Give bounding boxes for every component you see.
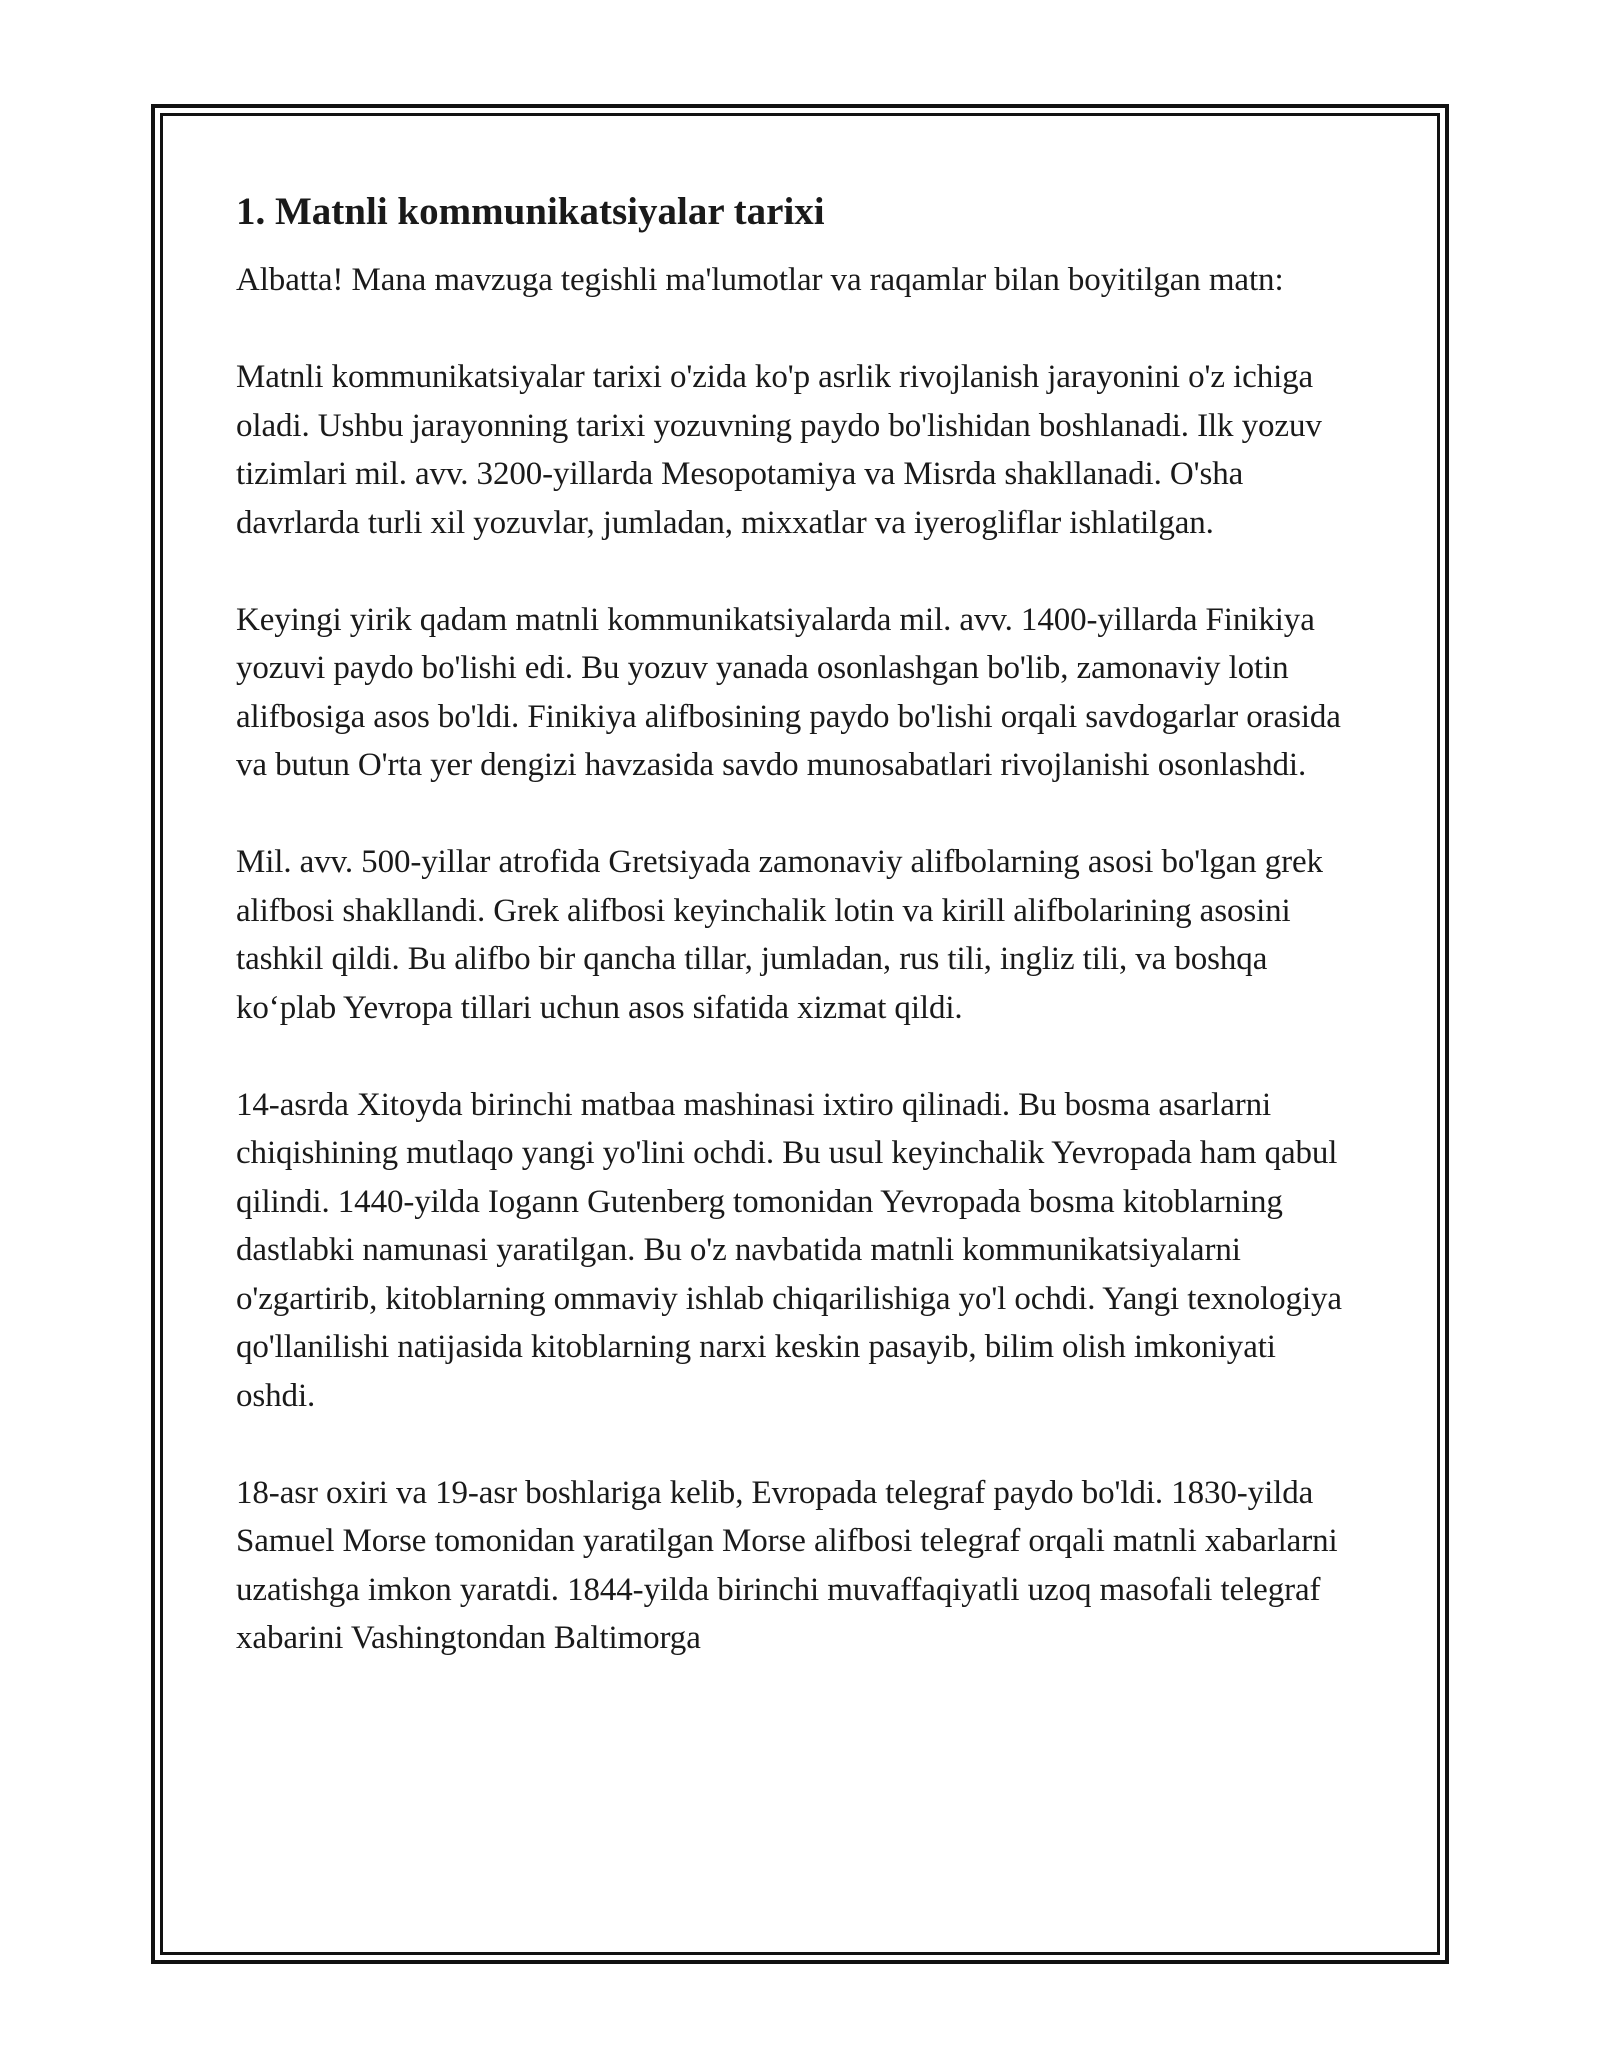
paragraph-intro: Albatta! Mana mavzuga tegishli ma'lumotlar va raqamlar bilan boyitilgan matn: [236, 262, 1284, 298]
paragraph-printing-press: 14-asrda Xitoyda birinchi matbaa mashinasi ixtiro qilinadi. Bu bosma asarlarni chiqishining mutlaqo yangi yo'lini ochdi. Bu usul keyinchalik Yevropada ham qabul qilindi. 1440-yilda Iogann Gutenberg tomonidan Yevropada bosma kitoblarning dastlabki namunasi yaratilgan. Bu o'z navbatida matnli kommunikatsiyalarni o'zgartirib, kitoblarning ommaviy ishlab chiqarilishiga yo'l ochdi. Yangi texnologiya qo'llanilishi natijasida kitoblarning narxi keskin pasayib, bilim olish imkoniyati oshdi. [236, 1086, 1342, 1414]
document-body [236, 188, 1356, 1663]
paragraph-telegraph: 18-asr oxiri va 19-asr boshlariga kelib, Evropada telegraf paydo bo'ldi. 1830-yilda Samuel Morse tomonidan yaratilgan Morse alifbosi telegraf orqali matnli xabarlarni uzatishga imkon yaratdi. 1844-yilda birinchi muvaffaqiyatli uzoq masofali telegraf xabarini Vashingtondan Baltimorga [236, 1474, 1338, 1656]
section-heading: 1. Matnli kommunikatsiyalar tarixi [236, 190, 825, 233]
paragraph-writing-origins: Matnli kommunikatsiyalar tarixi o'zida ko'p asrlik rivojlanish jarayonini o'z ichiga oladi. Ushbu jarayonning tarixi yozuvning paydo bo'lishidan boshlanadi. Ilk yozuv tizimlari mil. avv. 3200-yillarda Mesopotamiya va Misrda shakllanadi. O'sha davrlarda turli xil yozuvlar, jumladan, mixxatlar va iyerogliflar ishlatilgan. [236, 359, 1322, 541]
paragraph-greek-alphabet: Mil. avv. 500-yillar atrofida Gretsiyada zamonaviy alifbolarning asosi bo'lgan grek alifbosi shakllandi. Grek alifbosi keyinchalik lotin va kirill alifbolarining asosini tashkil qildi. Bu alifbo bir qancha tillar, jumladan, rus tili, ingliz tili, va boshqa ko‘plab Yevropa tillari uchun asos sifatida xizmat qildi. [236, 844, 1323, 1026]
paragraph-phoenician-script: Keyingi yirik qadam matnli kommunikatsiyalarda mil. avv. 1400-yillarda Finikiya yozuvi paydo bo'lishi edi. Bu yozuv yanada osonlashgan bo'lib, zamonaviy lotin alifbosiga asos bo'ldi. Finikiya alifbosining paydo bo'lishi orqali savdogarlar orasida va butun O'rta yer dengizi havzasida savdo munosabatlari rivojlanishi osonlashdi. [236, 601, 1341, 783]
